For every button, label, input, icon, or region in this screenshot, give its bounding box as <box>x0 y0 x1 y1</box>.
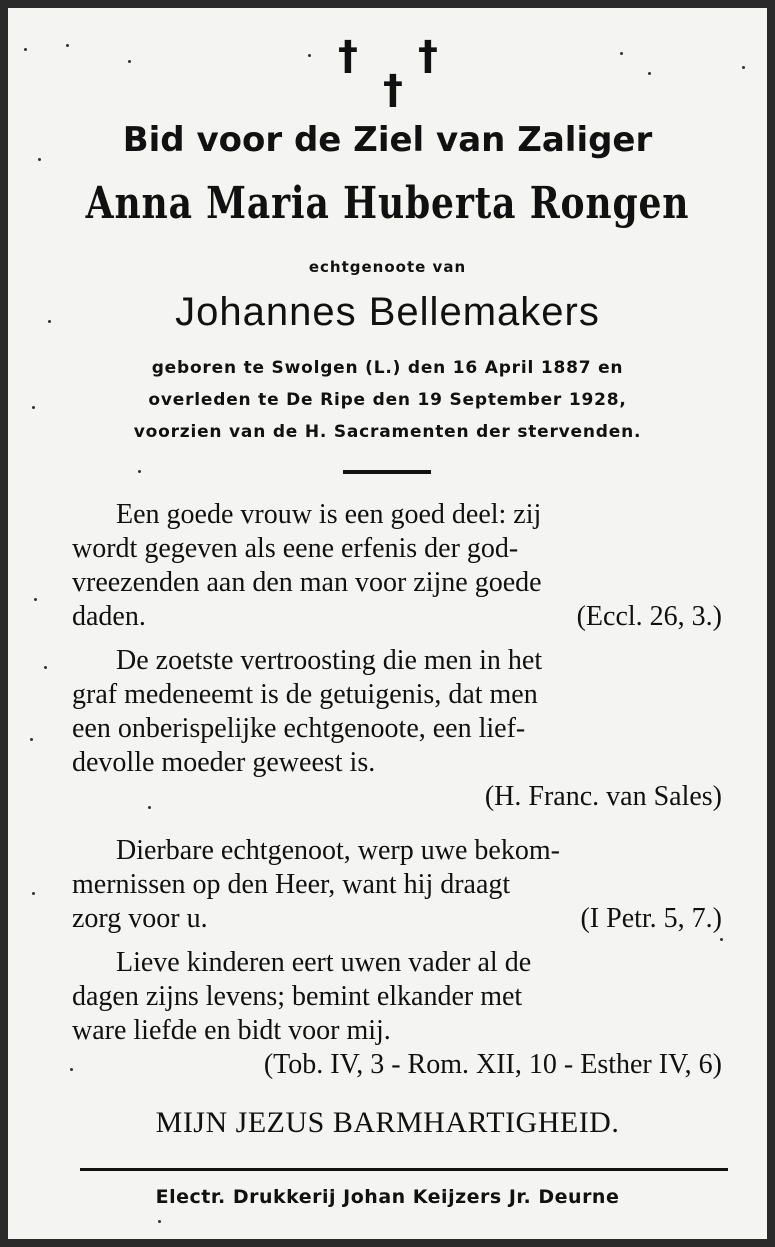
verse-reference: (Tob. IV, 3 - Rom. XII, 10 - Esther IV, 6) <box>263 1049 722 1080</box>
print-speck <box>70 1068 73 1071</box>
print-speck <box>30 738 33 741</box>
memorial-card <box>8 8 767 1239</box>
verse-line: mernissen op den Heer, want hij draagt <box>72 869 511 900</box>
verse-line: een onberispelijke echtgenoote, een lief- <box>72 713 526 744</box>
verse-text: zorg voor u. <box>72 903 208 934</box>
print-speck <box>742 66 745 69</box>
verse-text: daden. <box>72 601 146 632</box>
verse-4 <box>72 946 722 1082</box>
cross-icon: † <box>383 67 403 113</box>
verse-line: Lieve kinderen eert uwen vader al de <box>116 947 532 978</box>
verse-line: Dierbare echtgenoot, werp uwe bekom- <box>116 835 560 866</box>
print-speck <box>148 806 151 809</box>
print-speck <box>720 938 723 941</box>
print-speck <box>38 158 41 161</box>
print-speck <box>24 48 27 51</box>
print-speck <box>48 320 51 323</box>
bottom-divider <box>80 1168 728 1171</box>
cross-icon: † <box>338 33 358 79</box>
verse-line: dagen zijns levens; bemint elkander met <box>72 981 523 1012</box>
verse-line: De zoetste vertroosting die men in het <box>116 645 543 676</box>
print-speck <box>128 60 131 63</box>
printer-credit: Electr. Drukkerij Johan Keijzers Jr. Deurne <box>155 1186 620 1208</box>
print-speck <box>66 44 69 47</box>
verse-line: devolle moeder geweest is. <box>72 747 376 778</box>
verse-line: Een goede vrouw is een goed deel: zij <box>116 499 542 530</box>
verse-reference: (H. Franc. van Sales) <box>484 781 722 812</box>
print-speck <box>44 666 47 669</box>
print-speck <box>158 1220 161 1223</box>
closing-invocation: MIJN JEZUS BARMHARTIGHEID. <box>155 1106 620 1139</box>
relation-label: echtgenoote van <box>308 258 467 276</box>
print-speck <box>620 52 623 55</box>
verse-line: ware liefde en bidt voor mij. <box>72 1015 391 1046</box>
verse-last-line <box>72 600 722 634</box>
death-line: overleden te De Ripe den 19 September 1928, <box>148 390 627 410</box>
print-speck <box>648 72 651 75</box>
print-speck <box>32 892 35 895</box>
deceased-name: Anna Maria Huberta Rongen <box>85 178 690 229</box>
verse-reference-line <box>72 1048 722 1082</box>
verse-last-line <box>72 902 722 936</box>
prayer-heading: Bid voor de Ziel van Zaliger <box>122 120 653 160</box>
verse-reference: (Eccl. 26, 3.) <box>576 601 722 632</box>
print-speck <box>308 54 311 57</box>
cross-icon: † <box>418 33 438 79</box>
verse-reference: (I Petr. 5, 7.) <box>580 903 722 934</box>
verse-reference-line <box>72 780 722 814</box>
verse-3 <box>72 834 722 936</box>
verse-line: wordt gegeven als eene erfenis der god- <box>72 533 519 564</box>
crosses <box>8 8 767 128</box>
verse-line: graf medeneemt is de getuigenis, dat men <box>72 679 538 710</box>
divider <box>343 470 431 474</box>
print-speck <box>138 470 141 473</box>
print-speck <box>32 406 35 409</box>
verse-line: vreezenden aan den man voor zijne goede <box>72 567 542 598</box>
print-speck <box>34 598 37 601</box>
verse-2 <box>72 644 722 814</box>
verse-1 <box>72 498 722 634</box>
birth-line: geboren te Swolgen (L.) den 16 April 1887 en <box>151 358 624 378</box>
spouse-name: Johannes Bellemakers <box>175 290 600 334</box>
sacraments-line: voorzien van de H. Sacramenten der stervenden. <box>133 422 642 442</box>
